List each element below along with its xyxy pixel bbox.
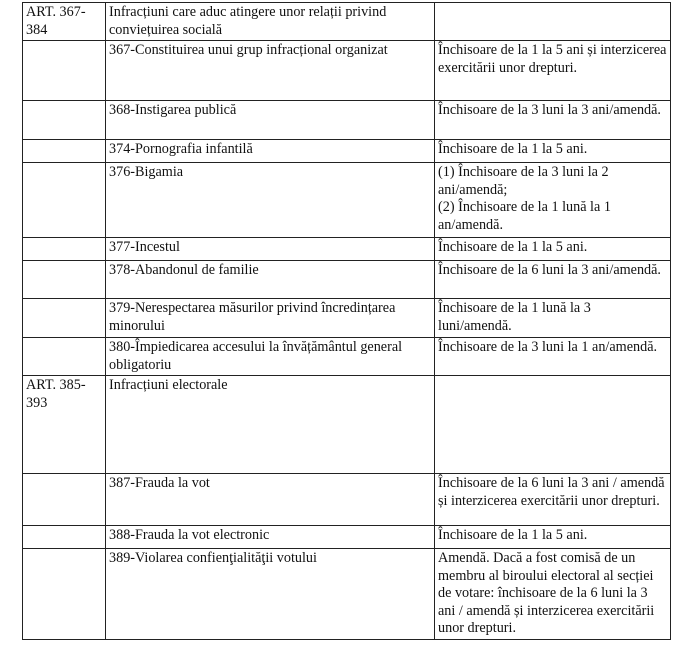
penalty-text: Închisoare de la 6 luni la 3 ani/amendă.: [438, 262, 661, 278]
article-range-cell: [23, 140, 106, 163]
penalty-cell: [435, 140, 671, 163]
penalty-cell: [435, 338, 671, 376]
penalty-text: (2) Închisoare de la 1 lună la 1 an/amendă.: [438, 199, 611, 233]
article-range-cell: ART. 385-393: [23, 376, 106, 474]
table-row: [23, 474, 671, 526]
penalty-text: Închisoare de la 6 luni la 3 ani / amendă și interzicerea exercitării unor drepturi.: [438, 475, 665, 509]
penalty-cell: [435, 41, 671, 101]
offense-cell: 376-Bigamia: [106, 163, 435, 238]
table-row: [23, 261, 671, 299]
offense-cell: 379-Nerespectarea măsurilor privind încredințarea minorului: [106, 299, 435, 338]
article-range-cell: [23, 299, 106, 338]
offenses-table-body: [23, 3, 671, 640]
penalty-cell: [435, 474, 671, 526]
article-range-cell: [23, 261, 106, 299]
offense-cell: 387-Frauda la vot: [106, 474, 435, 526]
table-row: [23, 3, 671, 41]
document-page: [22, 2, 670, 640]
article-range-cell: ART. 367-384: [23, 3, 106, 41]
offense-cell: 378-Abandonul de familie: [106, 261, 435, 299]
offense-cell: 368-Instigarea publică: [106, 101, 435, 140]
penalty-cell: [435, 299, 671, 338]
offense-cell: 380-Împiedicarea accesului la învățământul general obligatoriu: [106, 338, 435, 376]
table-row: [23, 299, 671, 338]
table-row: [23, 549, 671, 640]
offense-cell: Infracțiuni electorale: [106, 376, 435, 474]
table-row: [23, 376, 671, 474]
table-row: [23, 338, 671, 376]
article-range-cell: [23, 338, 106, 376]
penalty-text: Închisoare de la 3 luni la 1 an/amendă.: [438, 339, 658, 355]
offense-cell: 367-Constituirea unui grup infracțional organizat: [106, 41, 435, 101]
article-range-cell: [23, 549, 106, 640]
table-row: [23, 526, 671, 549]
article-range-cell: [23, 474, 106, 526]
offense-cell: 388-Frauda la vot electronic: [106, 526, 435, 549]
table-row: [23, 140, 671, 163]
offense-cell: 377-Incestul: [106, 238, 435, 261]
offense-cell: 374-Pornografia infantilă: [106, 140, 435, 163]
penalty-cell: [435, 3, 671, 41]
table-row: [23, 238, 671, 261]
penalty-cell: [435, 261, 671, 299]
penalty-text: Închisoare de la 1 la 5 ani și interzicerea exercitării unor drepturi.: [438, 42, 667, 76]
penalty-cell: [435, 238, 671, 261]
penalty-cell: [435, 526, 671, 549]
penalty-cell: [435, 163, 671, 238]
article-range-cell: [23, 163, 106, 238]
article-range-cell: [23, 101, 106, 140]
article-range-cell: [23, 41, 106, 101]
penalty-text: Închisoare de la 1 la 5 ani.: [438, 141, 588, 157]
article-range-cell: [23, 526, 106, 549]
offense-cell: Infracțiuni care aduc atingere unor relații privind conviețuirea socială: [106, 3, 435, 41]
penalty-text: Închisoare de la 1 la 5 ani.: [438, 239, 588, 255]
table-row: [23, 101, 671, 140]
penalty-text: Închisoare de la 3 luni la 3 ani/amendă.: [438, 102, 661, 118]
offenses-table: [22, 2, 671, 640]
penalty-cell: [435, 376, 671, 474]
penalty-cell: [435, 101, 671, 140]
table-row: [23, 41, 671, 101]
penalty-text: Închisoare de la 1 la 5 ani.: [438, 527, 588, 543]
penalty-cell: [435, 549, 671, 640]
table-row: [23, 163, 671, 238]
penalty-text: Amendă. Dacă a fost comisă de un membru al biroului electoral al secției de votare: închisoare de la 6 luni la 3 ani / amendă și interzicerea exercitării unor drepturi.: [438, 550, 655, 636]
article-range-cell: [23, 238, 106, 261]
offense-cell: 389-Violarea confienţialităţii votului: [106, 549, 435, 640]
penalty-text: Închisoare de la 1 lună la 3 luni/amendă.: [438, 300, 591, 334]
penalty-text: (1) Închisoare de la 3 luni la 2 ani/amendă;: [438, 164, 609, 198]
